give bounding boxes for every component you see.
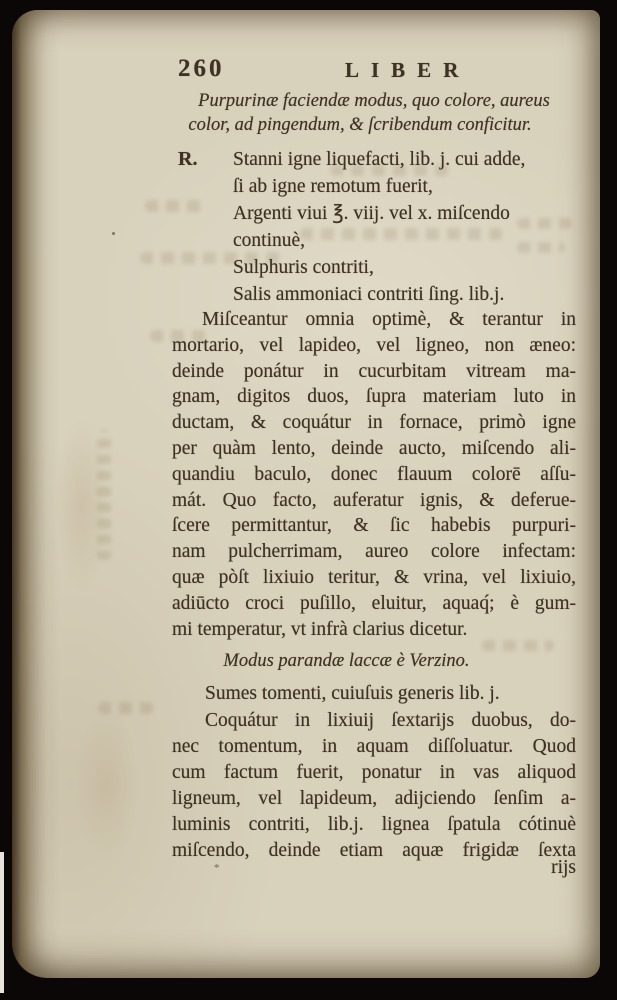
ghost-text-blob — [97, 430, 111, 560]
recipe-text: Salis ammoniaci contriti ſing. lib.j. — [233, 284, 505, 305]
recipe-line — [172, 282, 576, 308]
paragraph-line: mortario, vel lapideo, vel ligneo, non æneo: — [172, 334, 576, 356]
paragraph-line: quandiu baculo, donec flauum colorē aſſu- — [172, 463, 576, 485]
paragraph-line: gnam, digitos duos, ſupra materiam luto in — [172, 386, 576, 408]
paragraph-line: adiūcto croci puſillo, eluitur, aquaq́; è gum- — [172, 592, 576, 614]
paragraph-line: Coquátur in lixiuij ſextarijs duobus, do- — [205, 710, 576, 731]
page-number: 260 — [178, 55, 225, 82]
paragraph-line: ſcere permittantur, & ſic habebis purpuri- — [172, 515, 576, 537]
paragraph-line: Miſceantur omnia optimè, & terantur in — [202, 309, 576, 330]
recipe-text: Stanni igne liquefacti, lib. j. cui adde, — [233, 149, 526, 170]
ghost-text-blob — [98, 702, 153, 714]
paper-stain — [52, 410, 112, 600]
paragraph-line: cum factum fuerit, ponatur in vas aliquod — [172, 762, 576, 783]
paper-speck — [112, 232, 115, 235]
recipe-line — [172, 147, 576, 173]
paragraph-line: ductam, & coquátur in fornace, primò igne — [172, 412, 576, 434]
paragraph-line: luminis contriti, lib.j. lignea ſpatula cótinuè — [172, 814, 576, 835]
paragraph-line: quæ pòſt lixiuio teritur, & vrina, vel lixiuio, — [172, 567, 576, 588]
recipe-text: Sulphuris contriti, — [233, 257, 374, 278]
paragraph-line: mi temperatur, vt infrà clarius dicetur. — [172, 618, 468, 640]
book-page — [12, 10, 600, 978]
page-edge-shadow — [12, 10, 46, 978]
paragraph-line: per quàm lento, deinde aucto, miſcendo ali- — [172, 438, 576, 459]
paragraph-line: nec tomentum, in aquam diſſoluatur. Quod — [172, 736, 576, 757]
running-title: LIBER — [345, 58, 471, 82]
section-heading-line: Purpurinæ faciendæ modus, quo colore, aureus — [198, 91, 550, 111]
text-column — [172, 10, 576, 978]
paragraph-line: mát. Quo facto, auferatur ignis, & deferue- — [172, 489, 576, 511]
section-heading-line: color, ad pingendum, & ſcribendum conficitur. — [188, 115, 532, 135]
paper-stain — [72, 700, 142, 870]
recipe-label: R. — [178, 148, 198, 170]
printer-mark: * — [214, 862, 220, 874]
recipe-text: ſi ab igne remotum fuerit, — [233, 176, 433, 197]
paragraph-line: deinde ponátur in cucurbitam vitream ma- — [172, 360, 576, 382]
paragraph-line: nam pulcherrimam, aureo colore infectam: — [172, 541, 576, 563]
paragraph-line: miſcendo, deinde etiam aquæ frigidæ ſexta — [172, 840, 576, 861]
recipe-line — [172, 201, 576, 227]
paragraph-line: Sumes tomenti, cuiuſuis generis lib. j. — [205, 683, 500, 704]
catchword: rijs — [551, 857, 576, 878]
recipe-line — [172, 174, 576, 200]
recipe-line — [172, 228, 576, 254]
scan-edge-sliver — [0, 852, 4, 993]
paragraph-line: ligneum, vel lapideum, adijciendo ſenſim a- — [172, 788, 576, 809]
section-heading: Modus parandæ laccæ è Verzino. — [223, 651, 470, 671]
recipe-line — [172, 255, 576, 281]
recipe-text: Argenti viui ℥. viij. vel x. miſcendo — [233, 203, 510, 224]
recipe-text: continuè, — [233, 230, 306, 251]
